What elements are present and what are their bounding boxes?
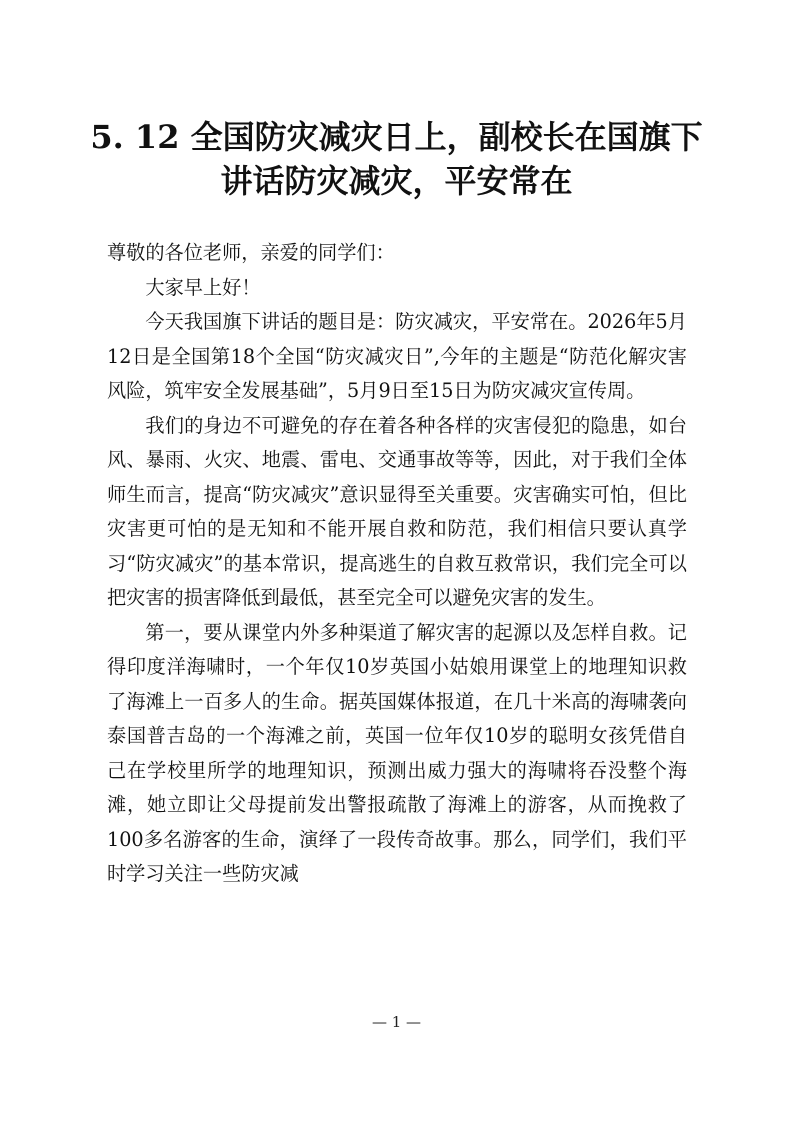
paragraph: 第一，要从课堂内外多种渠道了解灾害的起源以及怎样自救。记得印度洋海啸时，一个年仅10岁英国小姑娘用课堂上的地理知识救了海滩上一百多人的生命。据英国媒体报道，在几十米高的海啸袭向泰国普吉岛的一个海滩之前，英国一位年仅10岁的聪明女孩凭借自己在学校里所学的地理知识，预测出威力强大的海啸将吞没整个海滩，她立即让父母提前发出警报疏散了海滩上的游客，从而挽救了100多名游客的生命，演绎了一段传奇故事。那么，同学们，我们平时学习关注一些防灾减 — [107, 620, 687, 885]
document-title-line-2: 讲话防灾减灾，平安常在 — [220, 162, 573, 200]
paragraph: 今天我国旗下讲话的题目是：防灾减灾，平安常在。2026年5月12日是全国第18个全国“防灾减灾日”,今年的主题是“防范化解灾害风险，筑牢安全发展基础”，5月9日至15日为防灾减灾宣传周。 — [107, 310, 687, 402]
page-number: — 1 — — [371, 1013, 422, 1031]
paragraph: 我们的身边不可避免的存在着各种各样的灾害侵犯的隐患，如台风、暴雨、火灾、地震、雷电、交通事故等等，因此，对于我们全体师生而言，提高“防灾减灾”意识显得至关重要。灾害确实可怕，但比灾害更可怕的是无知和不能开展自救和防范，我们相信只要认真学习“防灾减灾”的基本常识，提高逃生的自救互救常识，我们完全可以把灾害的损害降低到最低，甚至完全可以避免灾害的发生。 — [107, 413, 687, 609]
document-body — [107, 236, 687, 892]
paragraph: 大家早上好！ — [145, 275, 261, 299]
document-title-line-1: 5. 12 全国防灾减灾日上，副校长在国旗下 — [90, 118, 703, 156]
greeting: 尊敬的各位老师，亲爱的同学们： — [107, 241, 395, 264]
